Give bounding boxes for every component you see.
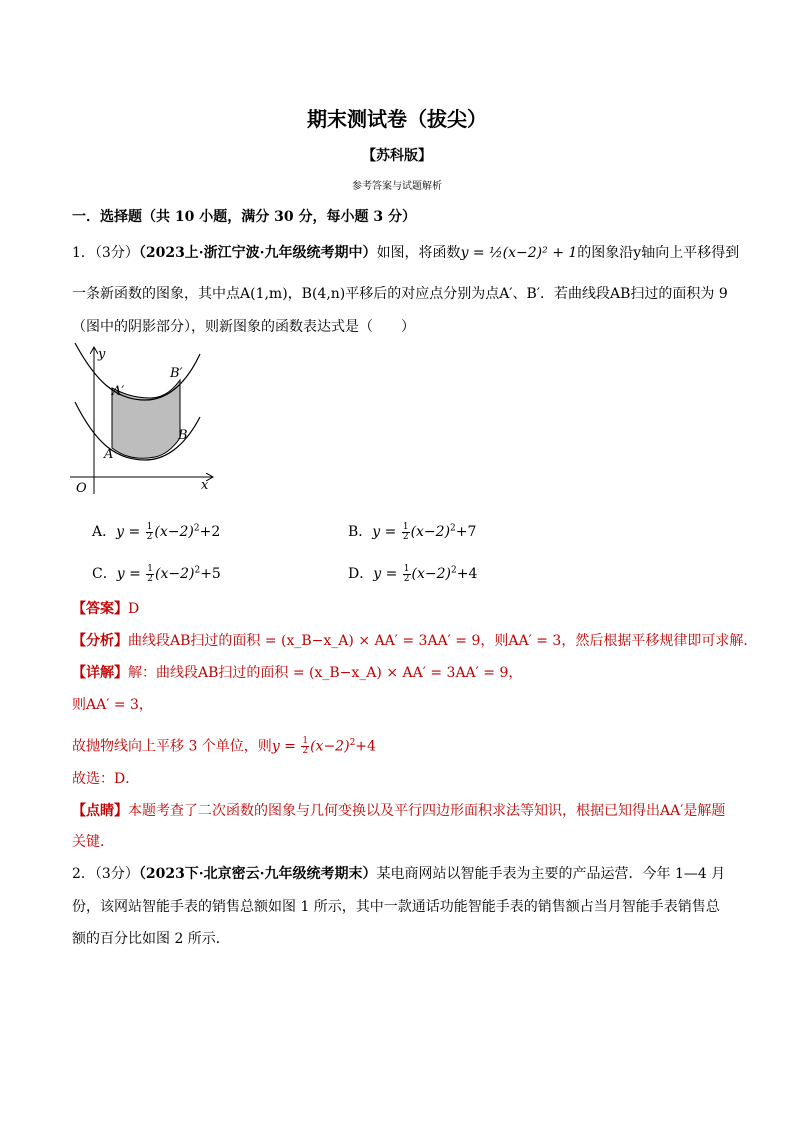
detail3-sup: 2 bbox=[349, 738, 356, 748]
q2-source: （2023下·北京密云·九年级统考期末） bbox=[138, 866, 377, 882]
q2-line1-text: 某电商网站以智能手表为主要的产品运营．今年 1—4 月 bbox=[376, 866, 726, 882]
option-c-tail: +5 bbox=[200, 566, 221, 582]
option-b-frac: $\frac{1}{2}$ bbox=[402, 521, 409, 542]
option-a[interactable] bbox=[92, 521, 220, 542]
answer-line bbox=[72, 600, 139, 618]
option-d-frac: $\frac{1}{2}$ bbox=[403, 563, 410, 584]
label-B: B bbox=[178, 428, 188, 443]
option-a-tail: +2 bbox=[199, 524, 221, 540]
option-c-prefix: y = bbox=[116, 566, 146, 582]
q2-points: （3分） bbox=[94, 866, 139, 882]
option-a-label: A． bbox=[92, 524, 117, 540]
reference-subtitle: 参考答案与试题解析 bbox=[352, 181, 442, 192]
q1-line1 bbox=[72, 244, 739, 262]
detail3-text: 故抛物线向上平移 3 个单位，则 bbox=[72, 738, 272, 755]
answer-tag: 【答案】 bbox=[72, 601, 128, 617]
answer-value: D bbox=[128, 601, 140, 617]
option-b[interactable] bbox=[348, 521, 476, 542]
comment-text: 本题考查了二次函数的图象与几何变换以及平行四边形面积求法等知识，根据已知得出AA′是解题 bbox=[128, 803, 726, 819]
q1-stem-b: 的图象沿y轴向上平移得到 bbox=[577, 245, 740, 261]
option-a-prefix: y = bbox=[116, 524, 145, 540]
option-b-tail: +7 bbox=[455, 524, 477, 540]
q2-number: 2． bbox=[72, 866, 95, 882]
label-B-prime: B′ bbox=[170, 366, 183, 381]
analysis-tag: 【分析】 bbox=[72, 633, 128, 649]
option-c-label: C． bbox=[92, 566, 117, 582]
label-y: y bbox=[98, 347, 106, 362]
option-d-body: (x−2) bbox=[411, 566, 451, 582]
detail-line bbox=[72, 664, 522, 682]
option-b-sup: 2 bbox=[450, 523, 456, 534]
q1-points: （3分） bbox=[94, 245, 139, 261]
q1-source: （2023上·浙江宁波·九年级统考期中） bbox=[138, 245, 377, 261]
option-c-sup: 2 bbox=[194, 565, 201, 576]
page-title: 期末测试卷（拔尖） bbox=[307, 107, 487, 131]
comment-tag: 【点睛】 bbox=[72, 803, 128, 819]
q1-line2: 一条新函数的图象，其中点A(1,m)，B(4,n)平移后的对应点分别为点A′、B′．若曲线段AB扫过的面积为 9 bbox=[72, 286, 728, 302]
detail3-frac: $\frac{1}{2}$ bbox=[302, 736, 309, 757]
option-a-sup: 2 bbox=[193, 523, 200, 534]
detail3-prefix: y = bbox=[271, 738, 301, 755]
analysis-text: 曲线段AB扫过的面积 = (x_B−x_A) × AA′ = 3AA′ = 9，则AA′ = 3，然后根据平移规律即可求解． bbox=[128, 633, 758, 649]
option-c-frac: $\frac{1}{2}$ bbox=[147, 563, 153, 584]
comment-line-2: 关键． bbox=[72, 834, 114, 850]
q1-number: 1． bbox=[72, 245, 95, 261]
parabola-figure bbox=[70, 342, 220, 494]
choose-line: 故选：D． bbox=[72, 771, 140, 787]
q1-stem-a: 如图，将函数 bbox=[376, 245, 461, 261]
option-d-prefix: y = bbox=[373, 566, 402, 582]
section-heading: 一．选择题（共 10 小题，满分 30 分，每小题 3 分） bbox=[72, 209, 416, 225]
q2-line3: 额的百分比如图 2 所示． bbox=[72, 931, 230, 947]
detail-line-2: 则AA′ = 3， bbox=[72, 697, 153, 713]
q1-function: y = ½(x−2)² + 1 bbox=[460, 245, 578, 261]
comment-line bbox=[72, 802, 725, 820]
option-d[interactable] bbox=[348, 563, 477, 584]
detail3-body: (x−2) bbox=[310, 738, 350, 755]
option-b-body: (x−2) bbox=[410, 524, 451, 540]
detail-line-3 bbox=[72, 734, 376, 756]
label-A-prime: A′ bbox=[112, 384, 125, 399]
label-A: A bbox=[104, 447, 114, 462]
option-b-prefix: y = bbox=[372, 524, 401, 540]
option-d-sup: 2 bbox=[450, 565, 457, 576]
q2-line2: 份，该网站智能手表的销售总额如图 1 所示，其中一款通话功能智能手表的销售额占当月智能手表销售总 bbox=[72, 899, 720, 915]
label-origin: O bbox=[76, 481, 87, 494]
q1-line3: （图中的阴影部分），则新图象的函数表达式是（ ） bbox=[72, 319, 415, 335]
analysis-line bbox=[72, 632, 757, 650]
option-d-label: D． bbox=[348, 566, 374, 582]
option-b-label: B． bbox=[348, 524, 373, 540]
label-x: x bbox=[201, 478, 209, 493]
option-d-tail: +4 bbox=[456, 566, 478, 582]
option-a-body: (x−2) bbox=[154, 524, 194, 540]
option-c-body: (x−2) bbox=[155, 566, 195, 582]
detail3-tail: +4 bbox=[355, 738, 376, 755]
detail-text: 解：曲线段AB扫过的面积 = (x_B−x_A) × AA′ = 3AA′ = 9， bbox=[128, 665, 523, 681]
q2-line1 bbox=[72, 865, 725, 883]
option-c[interactable] bbox=[92, 563, 221, 584]
detail-tag: 【详解】 bbox=[72, 665, 128, 681]
option-a-frac: $\frac{1}{2}$ bbox=[146, 521, 153, 542]
edition-label: 【苏科版】 bbox=[362, 148, 432, 164]
